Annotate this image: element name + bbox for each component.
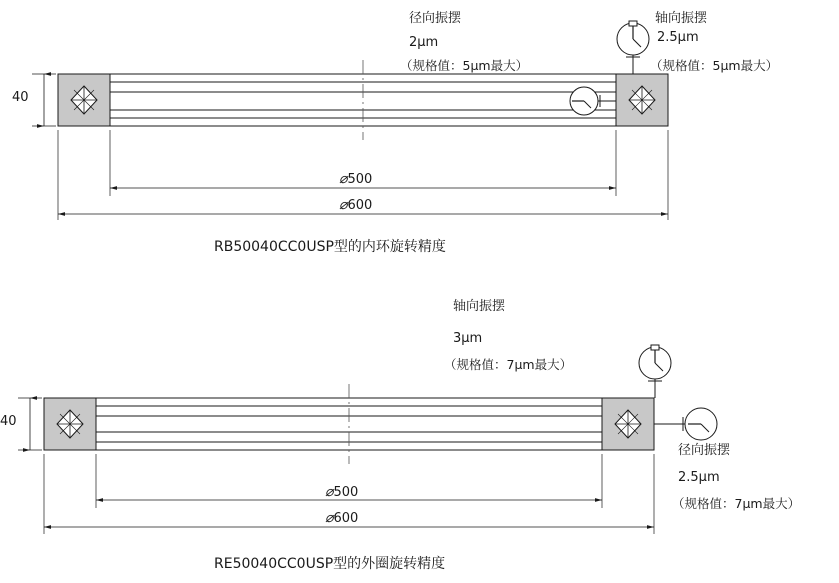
fig2-caption: RE50040CC0USP型的外圈旋转精度 — [214, 556, 446, 572]
fig2-axial-spec: （规格值：7μm最大） — [444, 357, 573, 372]
fig2-axial-title: 轴向振摆 — [453, 299, 506, 314]
fig2-radial-spec: （规格值：7μm最大） — [672, 496, 801, 511]
fig2-radial-value: 2.5μm — [678, 470, 720, 485]
diameter-symbol: ⌀ — [325, 510, 334, 526]
diameter-symbol: ⌀ — [325, 484, 334, 500]
fig1-radial-value: 2μm — [409, 35, 439, 50]
fig1-radial-title: 径向振摆 — [409, 11, 462, 26]
fig2-dim-600-value: 600 — [333, 511, 359, 526]
fig1-dim-500-value: 500 — [347, 172, 373, 187]
diameter-symbol: ⌀ — [339, 197, 348, 213]
fig1-dim-600 — [339, 197, 372, 213]
fig1-dim-600-value: 600 — [347, 198, 373, 213]
fig1-axial-value: 2.5μm — [657, 30, 699, 45]
fig1-radial-spec: （规格值：5μm最大） — [400, 58, 529, 73]
fig1-dim-500 — [339, 171, 372, 187]
fig2-dim-600 — [325, 510, 358, 526]
fig2-height-dim: 40 — [0, 414, 17, 429]
fig1-axial-title: 轴向振摆 — [655, 11, 708, 26]
fig2-dim-500 — [325, 484, 358, 500]
diameter-symbol: ⌀ — [339, 171, 348, 187]
fig1-height-dim: 40 — [12, 90, 29, 105]
fig1-caption: RB50040CC0USP型的内环旋转精度 — [214, 239, 446, 255]
fig2-axial-value: 3μm — [453, 331, 483, 346]
fig1-axial-spec: （规格值：5μm最大） — [650, 58, 779, 73]
fig2-dim-500-value: 500 — [333, 485, 359, 500]
fig2-radial-title: 径向振摆 — [678, 443, 731, 458]
